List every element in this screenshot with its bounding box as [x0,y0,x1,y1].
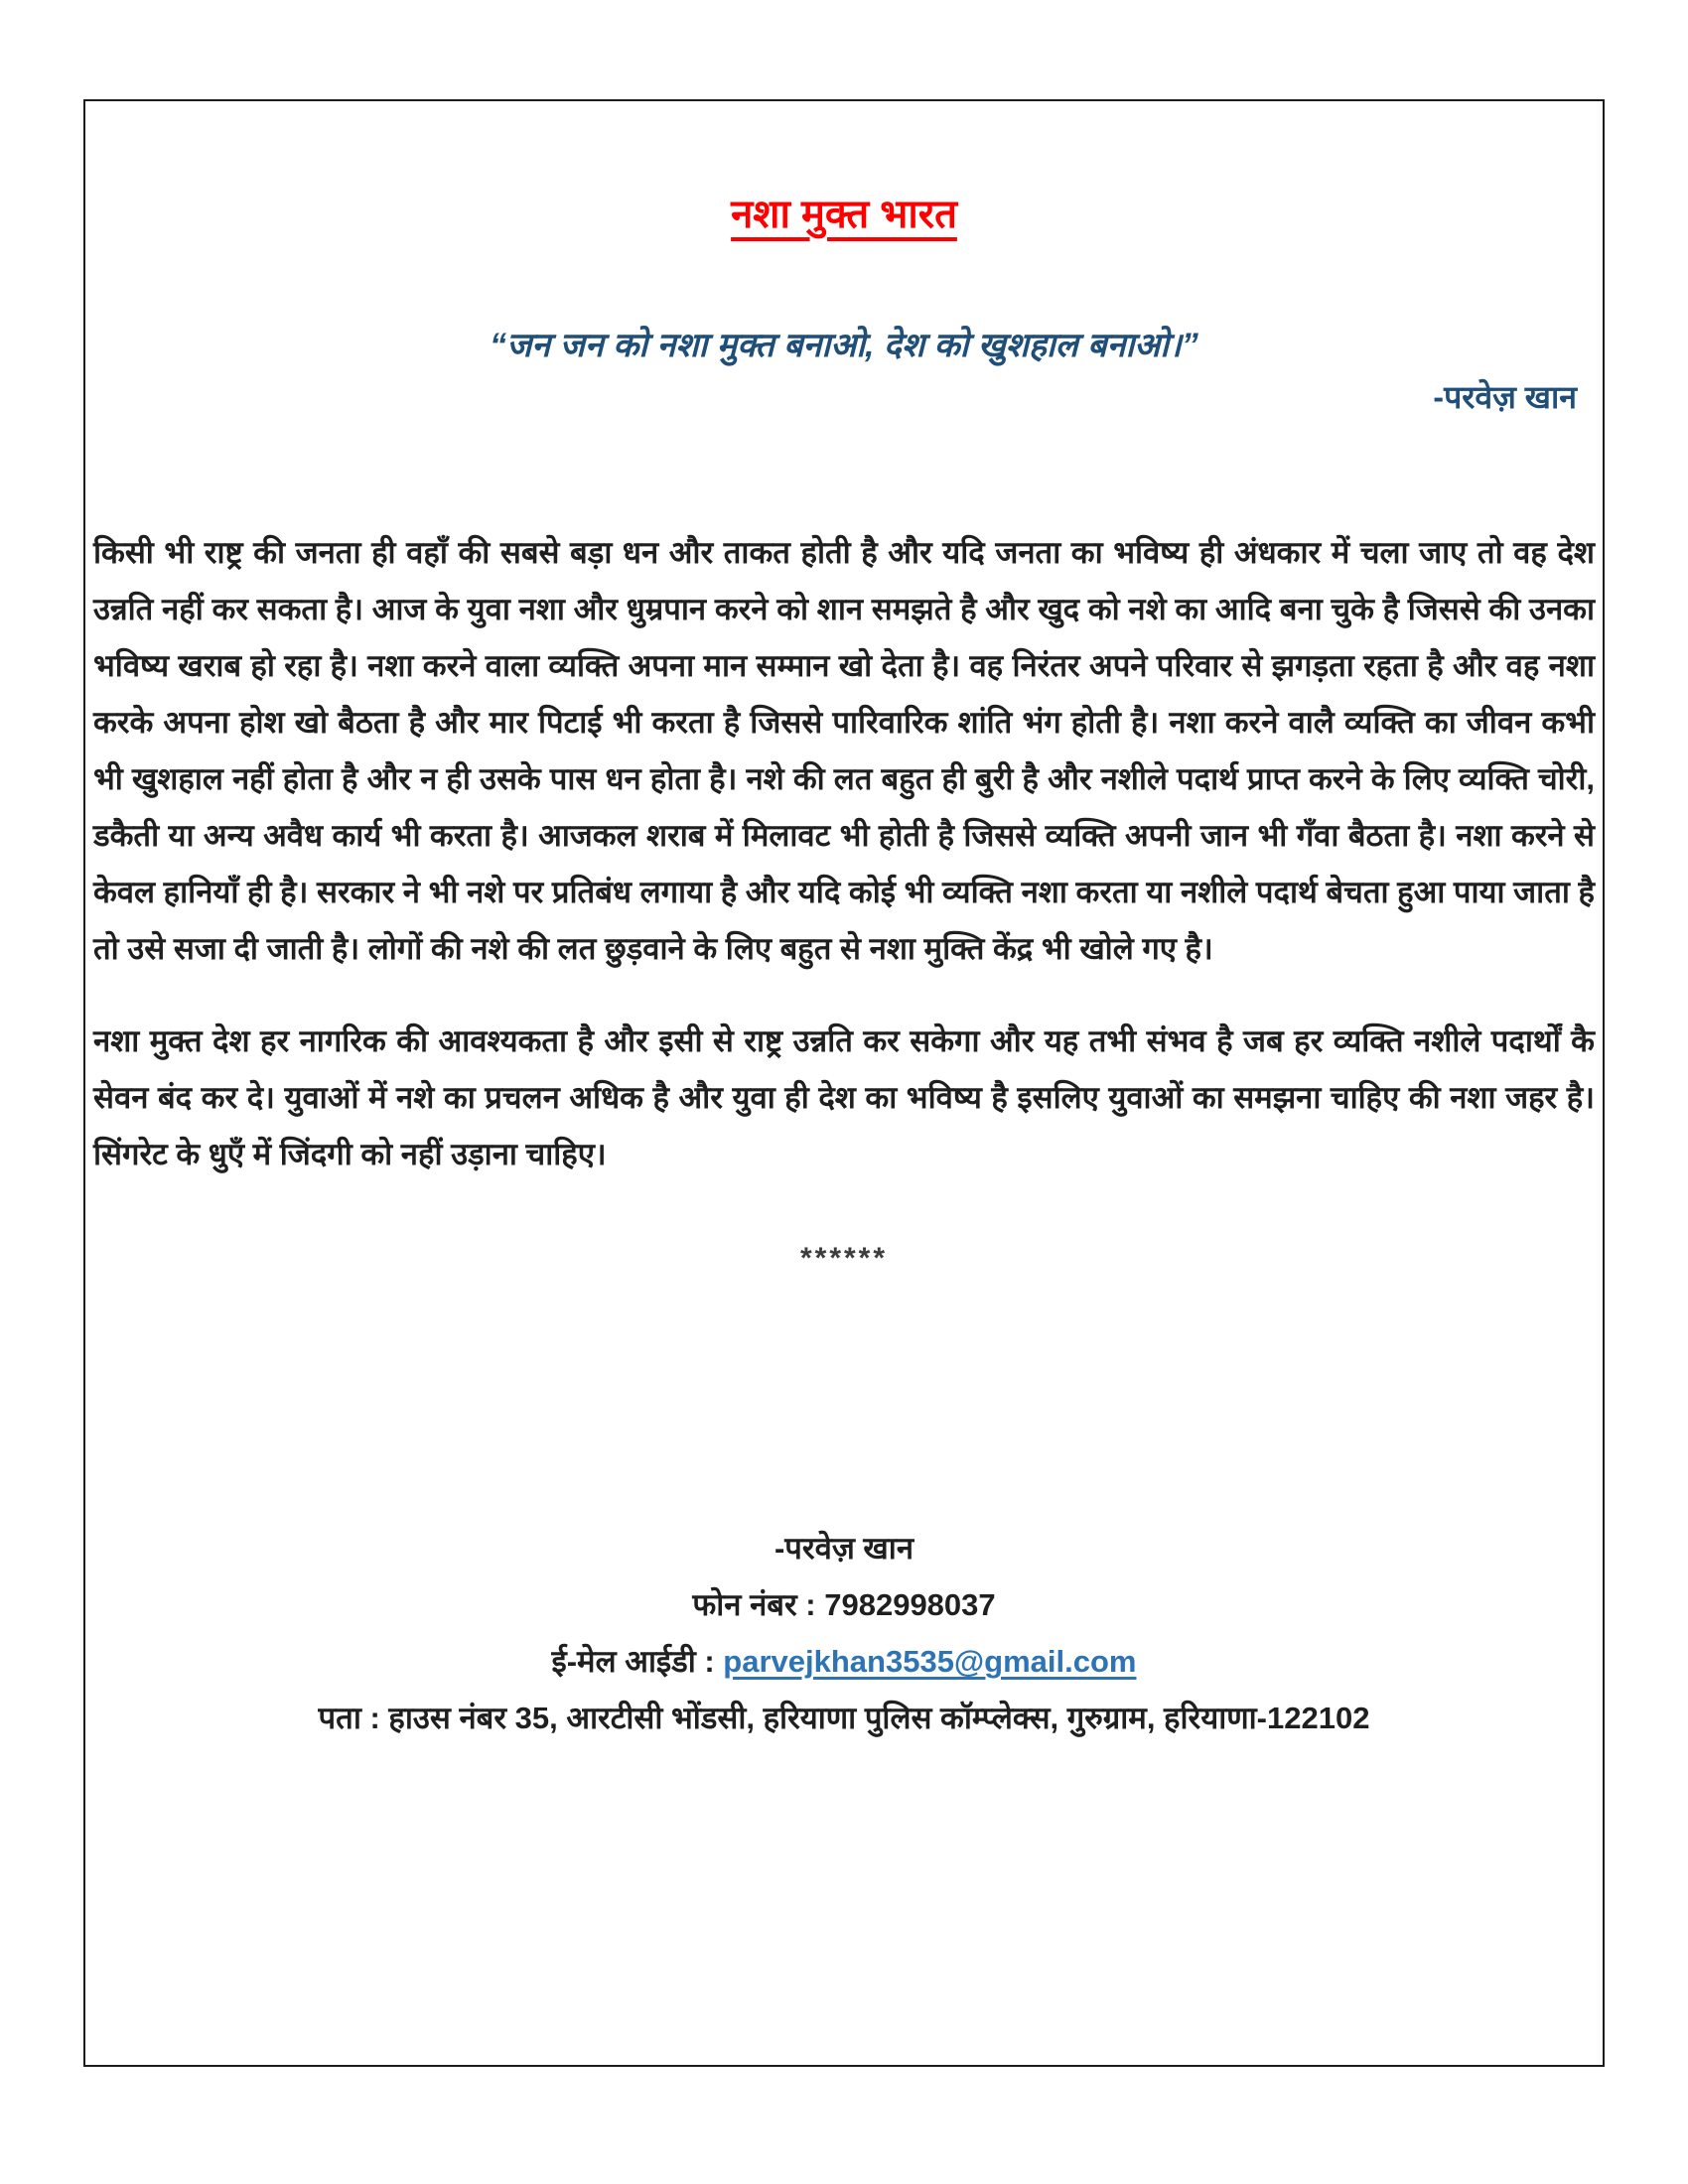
document-title: नशा मुक्त भारत [731,193,957,236]
email-label: ई-मेल आईडी : [551,1644,724,1679]
email-line [93,1633,1595,1690]
email-link[interactable]: parvejkhan3535@gmail.com [723,1644,1137,1679]
signature-block [93,1520,1595,1746]
phone-label: फोन नंबर : [692,1587,825,1622]
signature-name: -परवेज़ खान [774,1531,914,1566]
slogan-quote: “जन जन को नशा मुक्त बनाओ, देश को खुशहाल बनाओ।” [490,327,1198,364]
asterisk-separator: ****** [799,1242,889,1275]
quote-attribution: -परवेज़ खान [1433,379,1577,415]
address-line: पता : हाउस नंबर 35, आरटीसी भोंडसी, हरियाणा पुलिस कॉम्प्लेक्स, गुरुग्राम, हरियाणा-122102 [318,1701,1370,1735]
phone-number: 7982998037 [824,1587,996,1622]
phone-line [93,1576,1595,1633]
page-border-frame [83,99,1605,2067]
body-paragraph-1: किसी भी राष्ट्र की जनता ही वहाँ की सबसे बड़ा धन और ताकत होती है और यदि जनता का भविष्य ही अंधकार में चला जाए तो वह देश उन्नति नहीं कर सकता है। आज के युवा नशा और धुम्रपान करने को शान समझते है और खुद को नशे का आदि बना चुके है जिससे की उनका भविष्य खराब हो रहा है। नशा करने वाला व्यक्ति अपना मान सम्मान खो देता है। वह निरंतर अपने परिवार से झगड़ता रहता है और वह नशा करके अपना होश खो बैठता है और मार पिटाई भी करता है जिससे पारिवारिक शांति भंग होती है। नशा करने वालै व्यक्ति का जीवन कभी भी खुशहाल नहीं होता है और न ही उसके पास धन होता है। नशे की लत बहुत ही बुरी है और नशीले पदार्थ प्राप्त करने के लिए व्यक्ति चोरी, डकैती या अन्य अवैध कार्य भी करता है। आजकल शराब में मिलावट भी होती है जिससे व्यक्ति अपनी जान भी गँवा बैठता है। नशा करने से केवल हानियाँ ही है। सरकार ने भी नशे पर प्रतिबंध लगाया है और यदि कोई भी व्यक्ति नशा करता या नशीले पदार्थ बेचता हुआ पाया जाता है तो उसे सजा दी जाती है। लोगों की नशे की लत छुड़वाने के लिए बहुत से नशा मुक्ति केंद्र भी खोले गए है। [93,535,1595,966]
body-paragraph-2: नशा मुक्त देश हर नागरिक की आवश्यकता है और इसी से राष्ट्र उन्नति कर सकेगा और यह तभी संभव है जब हर व्यक्ति नशीले पदार्थों कै सेवन बंद कर दे। युवाओं में नशे का प्रचलन अधिक है और युवा ही देश का भविष्य है इसलिए युवाओं का समझना चाहिए की नशा जहर है। सिंगरेट के धुएँ में जिंदगी को नहीं उड़ाना चाहिए। [93,1024,1595,1171]
